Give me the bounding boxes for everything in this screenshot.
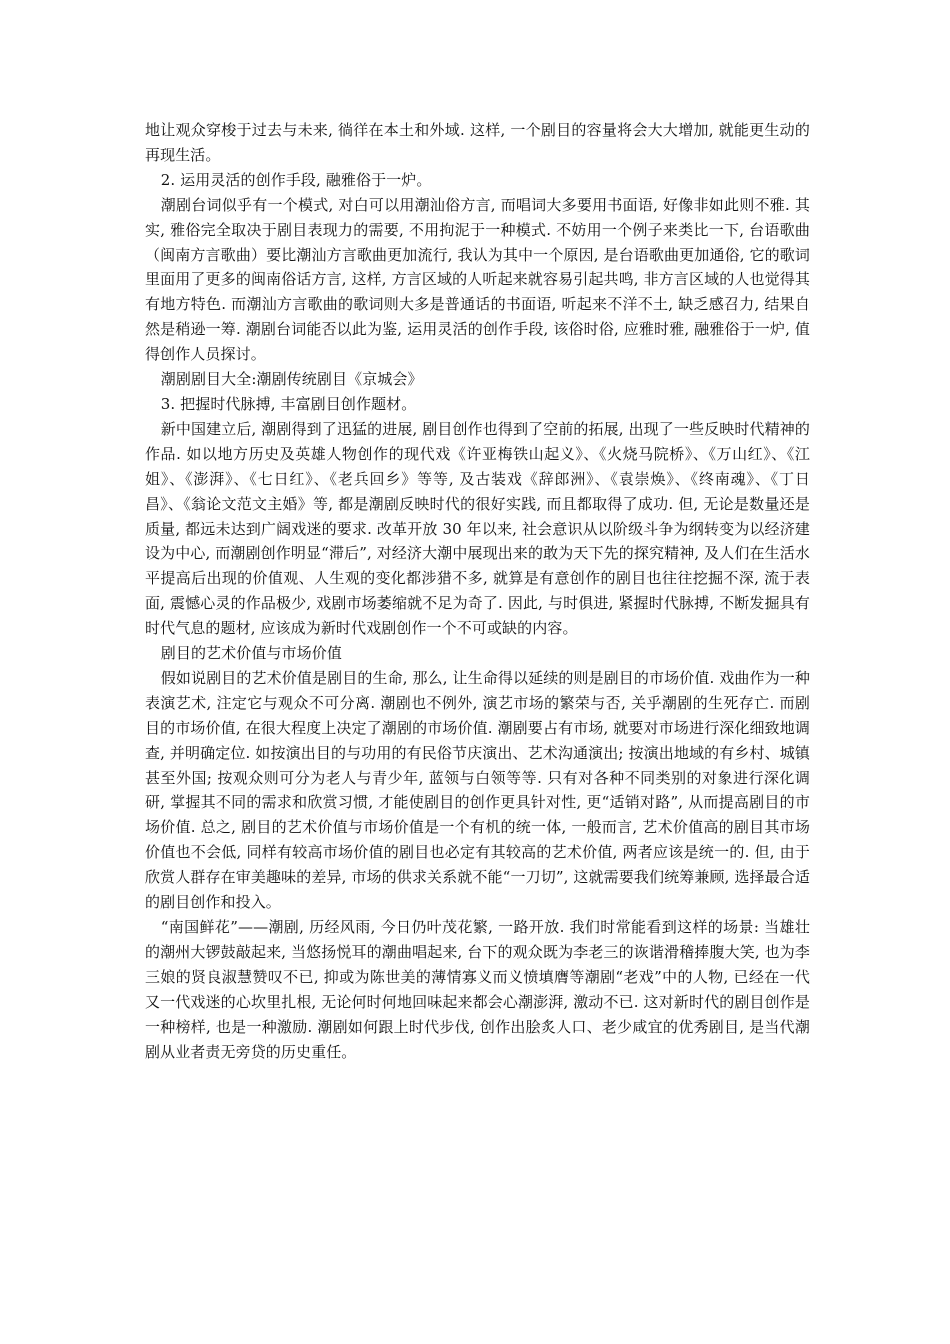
section-heading-times: 3. 把握时代脉搏, 丰富剧目创作题材。: [160, 394, 417, 413]
paragraph-continuation: 地让观众穿梭于过去与未来, 徜徉在本土和外域. 这样, 一个剧目的容量将会大大增加, 就能更生动的再现生活。: [145, 121, 810, 164]
section-heading-value: 剧目的艺术价值与市场价值: [160, 644, 342, 663]
section-heading-flexible-creation: 2. 运用灵活的创作手段, 融雅俗于一炉。: [160, 170, 432, 189]
paragraph-new-china: 新中国建立后, 潮剧得到了迅猛的进展, 剧目创作也得到了空前的拓展, 出现了一些反映时代精神的作品. 如以地方历史及英雄人物创作的现代戏《许亚梅铁山起义》、《火烧马院桥》、《万山红》、《江姐》、《澎湃》、《七日红》、《老兵回乡》等等, 及古装戏《辞郎洲》、《袁崇焕》、《终南魂》、《丁日昌》、《翁论文范文主婚》等, 都是潮剧反映时代的很好实践, 而且都取得了成功. 但, 无论是数量还是质量, 都远未达到广阔戏迷的要求. 改革开放 30 年以来, 社会意识从以阶级斗争为纲转变为以经济建设为中心, 而潮剧创作明显“滞后”, 对经济大潮中展现出来的敢为天下先的探究精神, 及人们在生活水平提高后出现的价值观、人生观的变化都涉猎不多, 就算是有意创作的剧目也往往挖掘不深, 流于表面, 震憾心灵的作品极少, 戏剧市场萎缩就不足为奇了. 因此, 与时俱进, 紧握时代脉搏, 不断发掘具有时代气息的题材, 应该成为新时代戏剧创作一个不可或缺的内容。: [145, 419, 810, 638]
paragraph-repertoire-note: 潮剧剧目大全:潮剧传统剧目《京城会》: [160, 370, 423, 389]
paragraph-market-value: 假如说剧目的艺术价值是剧目的生命, 那么, 让生命得以延续的则是剧目的市场价值. 戏曲作为一种表演艺术, 注定它与观众不可分离. 潮剧也不例外, 演艺市场的繁荣与否, 关乎潮剧的生死存亡. 而剧目的市场价值, 在很大程度上决定了潮剧的市场价值. 潮剧要占有市场, 就要对市场进行深化细致地调查, 并明确定位. 如按演出目的与功用的有民俗节庆演出、艺术沟通演出; 按演出地域的有乡村、城镇甚至外国; 按观众则可分为老人与青少年, 蓝领与白领等等. 只有对各种不同类别的对象进行深化调研, 掌握其不同的需求和欣赏习惯, 才能使剧目的创作更具针对性, 更“适销对路”, 从而提高剧目的市场价值. 总之, 剧目的艺术价值与市场价值是一个有机的统一体, 一般而言, 艺术价值高的剧目其市场价值也不会低, 同样有较高市场价值的剧目也必定有其较高的艺术价值, 两者应该是统一的. 但, 由于欣赏人群存在审美趣味的差异, 市场的供求关系就不能“一刀切”, 这就需要我们统筹兼顾, 选择最合适的剧目创作和投入。: [145, 668, 810, 912]
paragraph-dialogue-style: 潮剧台词似乎有一个模式, 对白可以用潮汕俗方言, 而唱词大多要用书面语, 好像非如此则不雅. 其实, 雅俗完全取决于剧目表现力的需要, 不用拘泥于一种模式. 不妨用一个例子来类比一下, 台语歌曲（闽南方言歌曲）要比潮汕方言歌曲更加流行, 我认为其中一个原因, 是台语歌曲更加通俗, 它的歌词里面用了更多的闽南俗话方言, 这样, 方言区域的人听起来就容易引起共鸣, 非方言区域的人也觉得其有地方特色. 而潮汕方言歌曲的歌词则大多是普通话的书面语, 听起来不洋不土, 缺乏感召力, 结果自然是稍逊一筹. 潮剧台词能否以此为鉴, 运用灵活的创作手段, 该俗时俗, 应雅时雅, 融雅俗于一炉, 值得创作人员探讨。: [145, 195, 810, 364]
document-body: [145, 118, 810, 1064]
paragraph-conclusion: “南国鲜花”——潮剧, 历经风雨, 今日仍叶茂花繁, 一路开放. 我们时常能看到这样的场景: 当雄壮的潮州大锣鼓敲起来, 当悠扬悦耳的潮曲唱起来, 台下的观众既为李老三的诙谐滑稽捧腹大笑, 也为李三娘的贤良淑慧赞叹不已, 抑或为陈世美的薄情寡义而义愤填膺等潮剧“老戏”中的人物, 已经在一代又一代戏迷的心坎里扎根, 无论何时何地回味起来都会心潮澎湃, 激动不已. 这对新时代的剧目创作是一种榜样, 也是一种激励. 潮剧如何跟上时代步伐, 创作出脍炙人口、老少咸宜的优秀剧目, 是当代潮剧从业者责无旁贷的历史重任。: [145, 918, 810, 1061]
